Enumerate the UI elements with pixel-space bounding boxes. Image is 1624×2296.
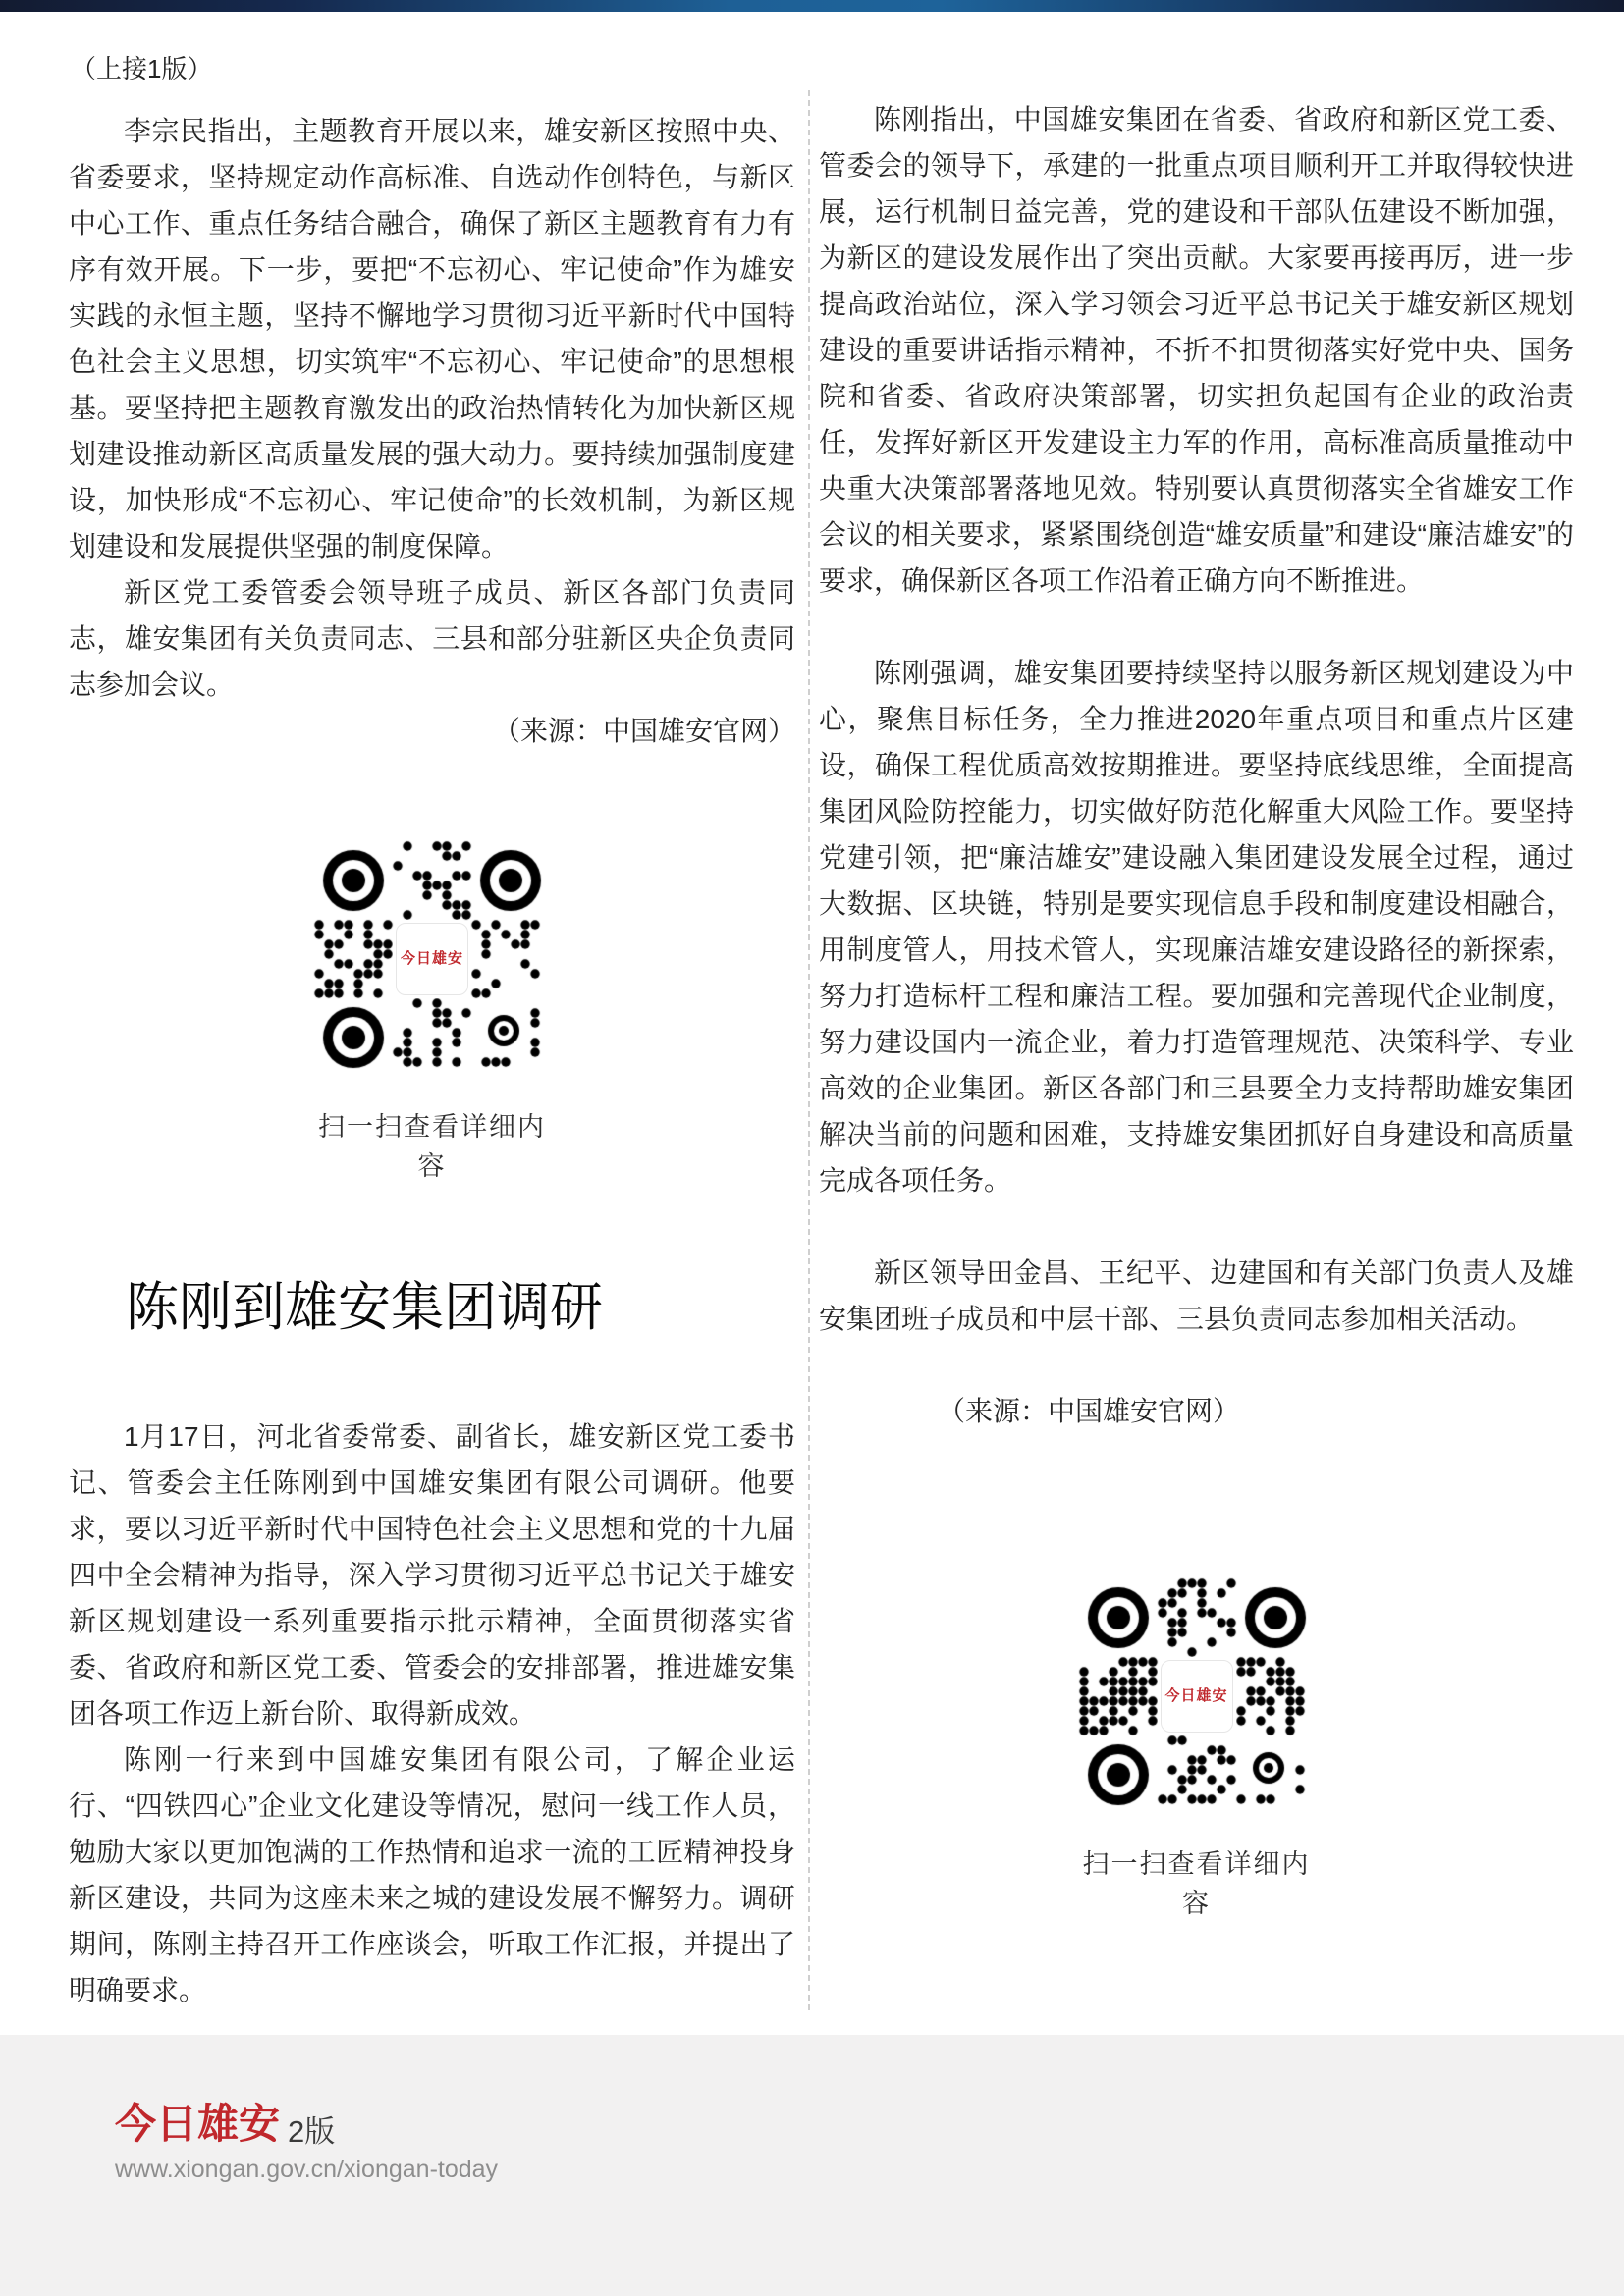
top-accent-bar bbox=[0, 0, 1624, 12]
footer bbox=[0, 2035, 1624, 2296]
paragraph: 新区领导田金昌、王纪平、边建国和有关部门负责人及雄安集团班子成员和中层干部、三县负责同志参加相关活动。 bbox=[819, 1257, 1574, 1334]
paragraph: 陈刚一行来到中国雄安集团有限公司，了解企业运行、“四铁四心”企业文化建设等情况，慰问一线工作人员，勉励大家以更加饱满的工作热情和追求一流的工匠精神投身新区建设，共同为这座未来之城的建设发展不懈努力。调研期间，陈刚主持召开工作座谈会，听取工作汇报，并提出了明确要求。 bbox=[69, 1744, 795, 2005]
qr-block-left bbox=[309, 836, 555, 1186]
masthead-logo: 今日雄安 bbox=[115, 2103, 281, 2148]
article-headline: 陈刚到雄安集团调研 bbox=[126, 1278, 603, 1337]
source-credit: （来源：中国雄安官网） bbox=[492, 716, 795, 746]
qr-block-right bbox=[1074, 1574, 1320, 1923]
qr-caption: 扫一扫查看详细内容 bbox=[318, 1112, 546, 1181]
qr-center-logo bbox=[1161, 1660, 1233, 1733]
page-number: 2版 bbox=[288, 2114, 336, 2149]
paragraph: 陈刚指出，中国雄安集团在省委、省政府和新区党工委、管委会的领导下，承建的一批重点项目顺利开工并取得较快进展，运行机制日益完善，党的建设和干部队伍建设不断加强，为新区的建设发展作出了突出贡献。大家要再接再厉，进一步提高政治站位，深入学习领会习近平总书记关于雄安新区规划建设的重要讲话指示精神，不折不扣贯彻落实好党中央、国务院和省委、省政府决策部署，切实担负起国有企业的政治责任，发挥好新区开发建设主力军的作用，高标准高质量推动中央重大决策部署落地见效。特别要认真贯彻落实全省雄安工作会议的相关要求，紧紧围绕创造“雄安质量”和建设“廉洁雄安”的要求，确保新区各项工作沿着正确方向不断推进。 bbox=[819, 104, 1574, 596]
left-column bbox=[69, 108, 795, 2013]
paragraph: 新区党工委管委会领导班子成员、新区各部门负责同志，雄安集团有关负责同志、三县和部分驻新区央企负责同志参加会议。 bbox=[69, 577, 795, 700]
qr-center-logo bbox=[396, 923, 468, 995]
footer-url: www.xiongan.gov.cn/xiongan-today bbox=[115, 2156, 499, 2183]
right-column bbox=[819, 96, 1574, 1923]
paragraph: 李宗民指出，主题教育开展以来，雄安新区按照中央、省委要求，坚持规定动作高标准、自选动作创特色，与新区中心工作、重点任务结合融合，确保了新区主题教育有力有序有效开展。下一步，要把“不忘初心、牢记使命”作为雄安实践的永恒主题，坚持不懈地学习贯彻习近平新时代中国特色社会主义思想，切实筑牢“不忘初心、牢记使命”的思想根基。要坚持把主题教育激发出的政治热情转化为加快新区规划建设推动新区高质量发展的强大动力。要持续加强制度建设，加快形成“不忘初心、牢记使命”的长效机制，为新区规划建设和发展提供坚强的制度保障。 bbox=[69, 116, 795, 561]
qr-code bbox=[309, 836, 555, 1082]
qr-caption: 扫一扫查看详细内容 bbox=[1082, 1849, 1311, 1918]
source-credit: （来源：中国雄安官网） bbox=[937, 1396, 1240, 1426]
qr-center-logo-label: 今日雄安 bbox=[1164, 1687, 1228, 1704]
paragraph: 陈刚强调，雄安集团要持续坚持以服务新区规划建设为中心，聚焦目标任务，全力推进2020年重点项目和重点片区建设，确保工程优质高效按期推进。要坚持底线思维，全面提高集团风险防控能力，切实做好防范化解重大风险工作。要坚持党建引领，把“廉洁雄安”建设融入集团建设发展全过程，通过大数据、区块链，特别是要实现信息手段和制度建设相融合，用制度管人，用技术管人，实现廉洁雄安建设路径的新探索，努力打造标杆工程和廉洁工程。要加强和完善现代企业制度，努力建设国内一流企业，着力打造管理规范、决策科学、专业高效的企业集团。新区各部门和三县要全力支持帮助雄安集团解决当前的问题和困难，支持雄安集团抓好自身建设和高质量完成各项任务。 bbox=[819, 658, 1574, 1196]
qr-center-logo-label: 今日雄安 bbox=[400, 950, 463, 967]
continued-from-note: （上接1版） bbox=[71, 54, 213, 83]
qr-code bbox=[1074, 1574, 1320, 1819]
column-divider bbox=[808, 90, 810, 2010]
paragraph: 1月17日，河北省委常委、副省长，雄安新区党工委书记、管委会主任陈刚到中国雄安集团有限公司调研。他要求，要以习近平新时代中国特色社会主义思想和党的十九届四中全会精神为指导，深入学习贯彻习近平总书记关于雄安新区规划建设一系列重要指示批示精神，全面贯彻落实省委、省政府和新区党工委、管委会的安排部署，推进雄安集团各项工作迈上新台阶、取得新成效。 bbox=[69, 1421, 795, 1729]
